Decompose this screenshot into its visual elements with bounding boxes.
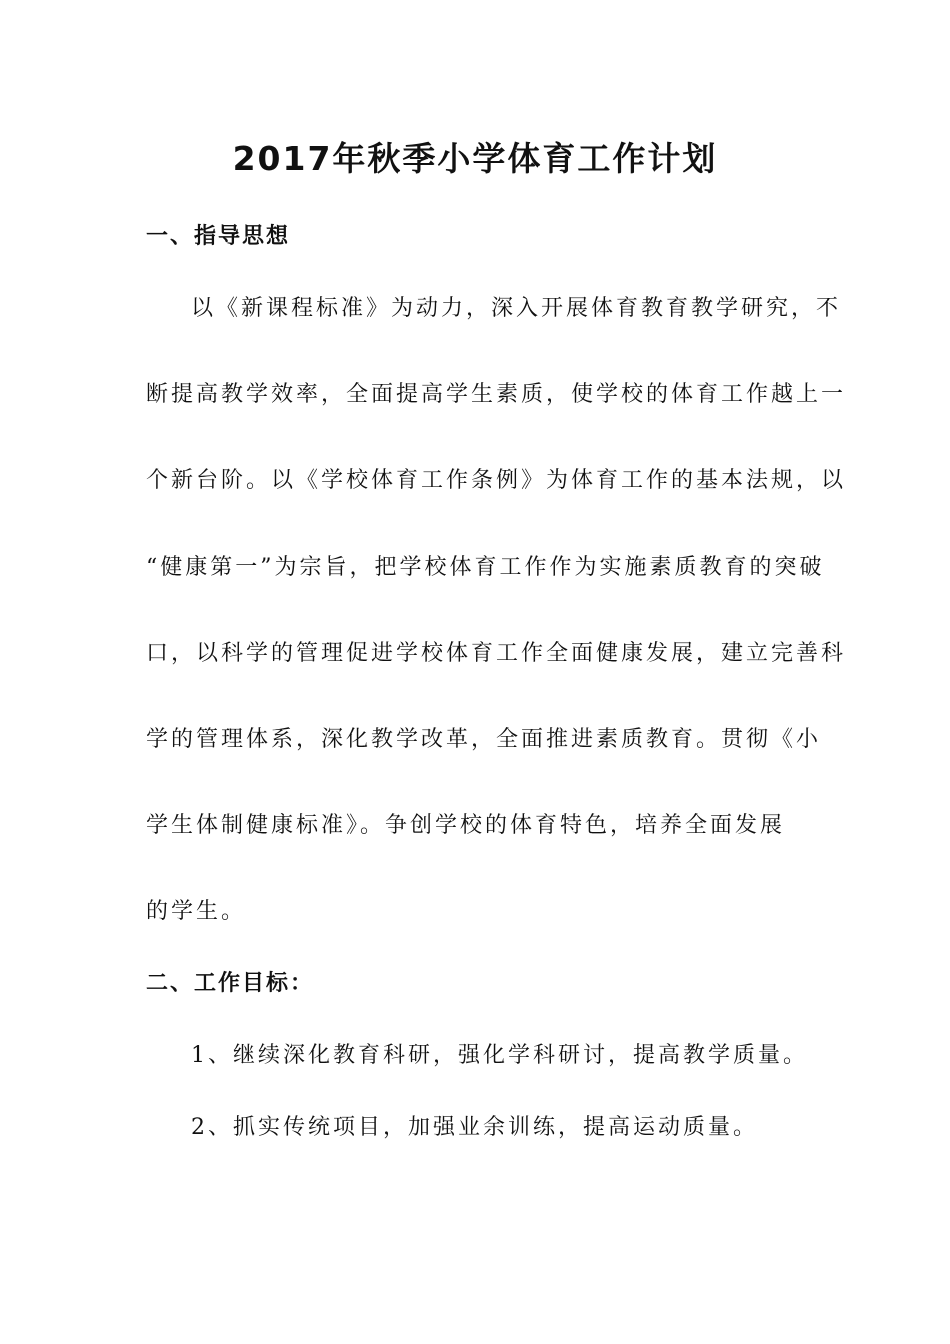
goal-item: 1、继续深化教育科研，强化学科研讨，提高教学质量。 xyxy=(191,1043,808,1068)
document-title: 2017年秋季小学体育工作计划 xyxy=(232,139,718,178)
paragraph-line: “健康第一”为宗旨，把学校体育工作作为实施素质教育的突破 xyxy=(146,555,825,580)
paragraph-line: 个新台阶。以《学校体育工作条例》为体育工作的基本法规，以 xyxy=(146,468,847,493)
paragraph-line: 口，以科学的管理促进学校体育工作全面健康发展，建立完善科 xyxy=(146,641,847,666)
paragraph-line: 学的管理体系，深化教学改革，全面推进素质教育。贯彻《小 xyxy=(146,727,822,752)
section-heading-work-goals: 二、工作目标： xyxy=(146,971,315,996)
paragraph-line: 以《新课程标准》为动力，深入开展体育教育教学研究，不 xyxy=(191,296,842,321)
paragraph-line: 学生体制健康标准》。争创学校的体育特色，培养全面发展 xyxy=(146,813,786,838)
paragraph-line: 断提高教学效率，全面提高学生素质，使学校的体育工作越上一 xyxy=(146,382,847,407)
paragraph-line: 的学生。 xyxy=(146,899,247,924)
goal-item: 2、抓实传统项目，加强业余训练，提高运动质量。 xyxy=(191,1115,758,1140)
section-heading-guiding-ideology: 一、指导思想 xyxy=(146,224,291,249)
